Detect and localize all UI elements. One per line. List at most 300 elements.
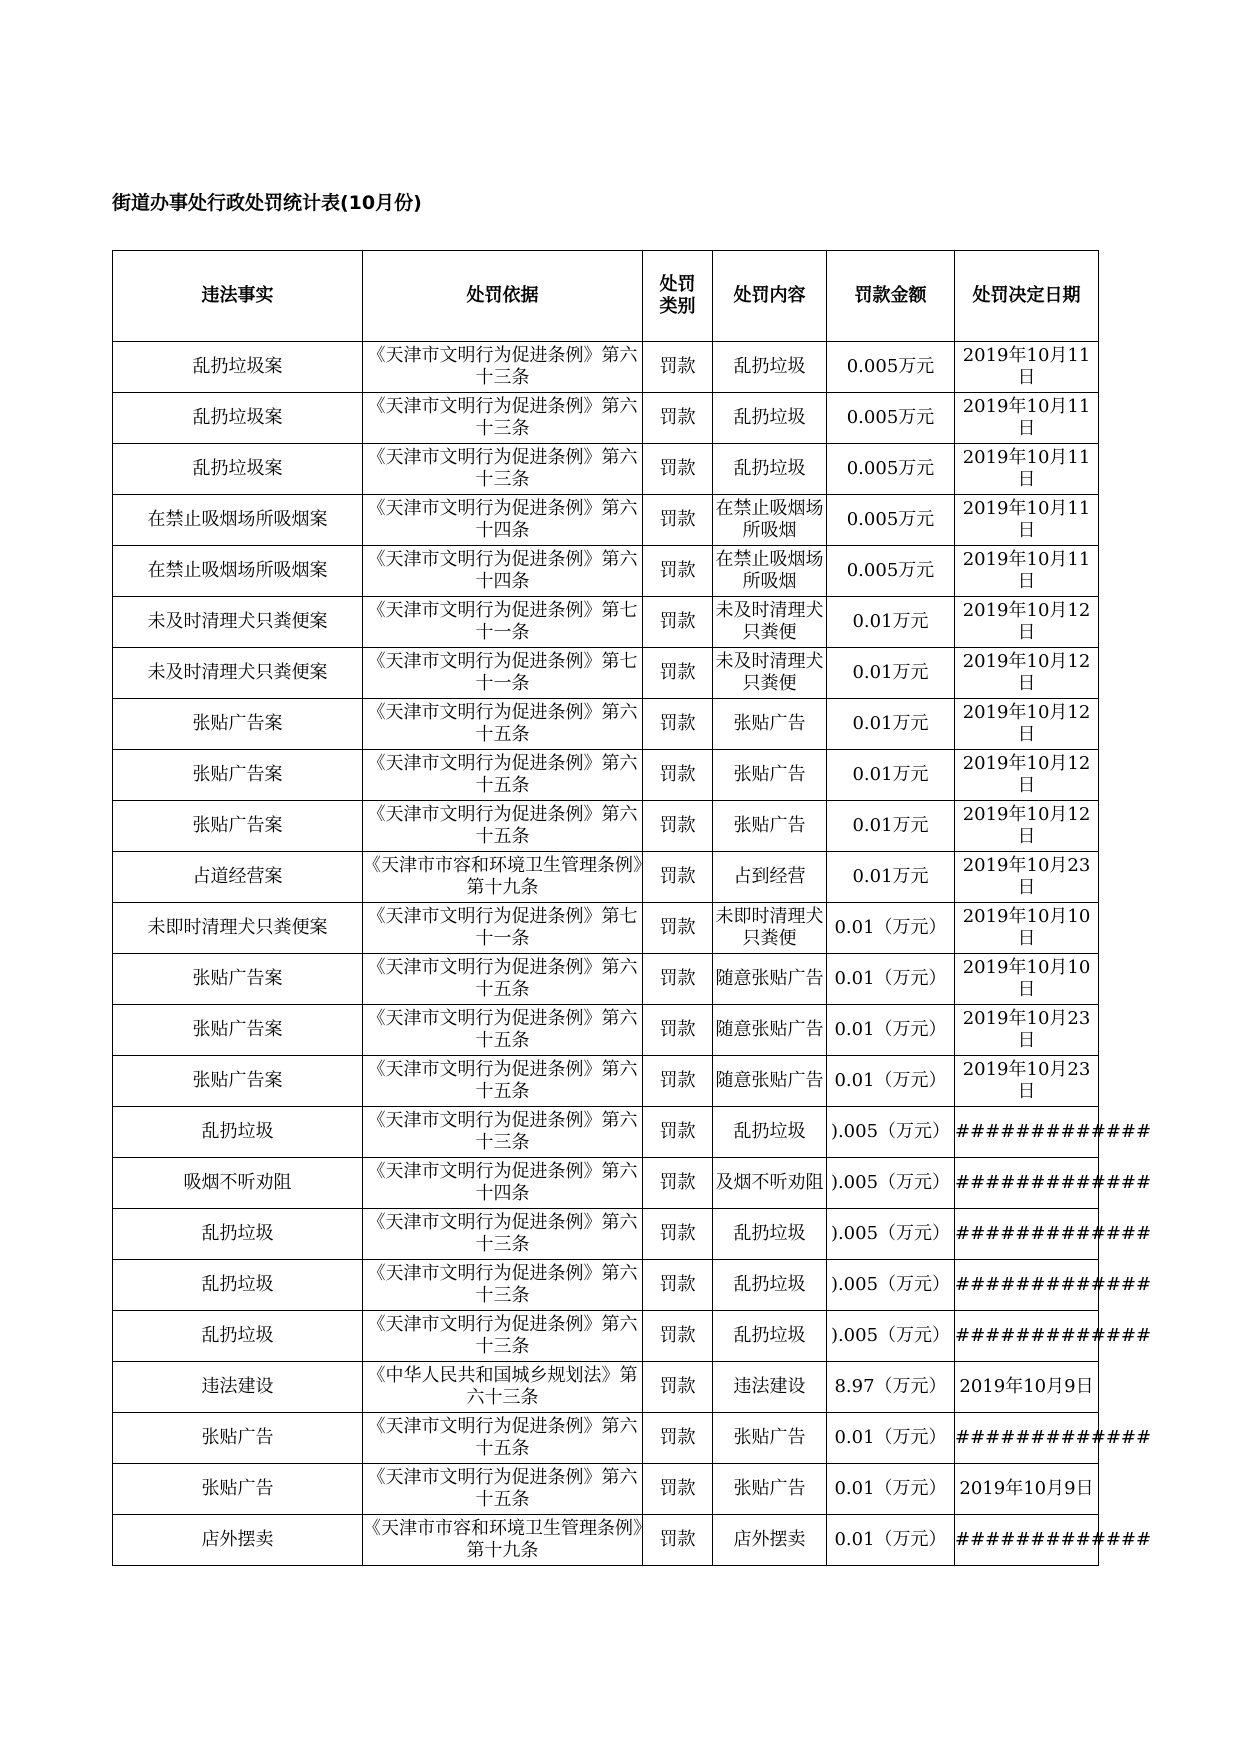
cell-penalty-type-text: 罚款	[659, 458, 696, 479]
cell-penalty-type	[643, 1056, 713, 1107]
cell-violation-fact	[113, 1464, 363, 1515]
table-row	[113, 903, 1099, 954]
cell-fine-amount-text: 0.01（万元）	[834, 1070, 947, 1091]
cell-penalty-basis	[363, 1515, 643, 1566]
cell-penalty-basis-text: 《天津市文明行为促进条例》第六十五条	[367, 1059, 638, 1102]
cell-penalty-content-text: 张贴广告	[733, 713, 806, 734]
cell-penalty-content	[713, 546, 827, 597]
cell-violation-fact	[113, 801, 363, 852]
cell-decision-date-text: 2019年10月11日	[962, 498, 1091, 541]
cell-penalty-basis	[363, 1107, 643, 1158]
cell-penalty-content-text: 乱扔垃圾	[733, 1274, 806, 1295]
cell-penalty-type	[643, 1515, 713, 1566]
cell-violation-fact	[113, 393, 363, 444]
cell-decision-date	[955, 648, 1099, 699]
cell-violation-fact	[113, 495, 363, 546]
cell-penalty-type	[643, 1464, 713, 1515]
cell-decision-date	[955, 495, 1099, 546]
cell-violation-fact-text: 张贴广告案	[192, 713, 283, 734]
cell-penalty-basis	[363, 444, 643, 495]
cell-penalty-content	[713, 750, 827, 801]
cell-penalty-basis-text: 《天津市文明行为促进条例》第六十三条	[367, 1314, 638, 1357]
cell-penalty-content	[713, 1260, 827, 1311]
cell-penalty-type-text: 罚款	[659, 1172, 696, 1193]
cell-penalty-basis	[363, 852, 643, 903]
cell-fine-amount	[827, 597, 955, 648]
cell-penalty-basis	[363, 954, 643, 1005]
cell-penalty-basis-text: 《天津市文明行为促进条例》第六十三条	[367, 1110, 638, 1153]
cell-penalty-content	[713, 1209, 827, 1260]
cell-penalty-type-text: 罚款	[659, 917, 696, 938]
cell-penalty-type	[643, 1209, 713, 1260]
cell-fine-amount	[827, 1056, 955, 1107]
cell-penalty-type	[643, 495, 713, 546]
cell-fine-amount	[827, 750, 955, 801]
cell-violation-fact	[113, 852, 363, 903]
cell-fine-amount	[827, 1107, 955, 1158]
cell-fine-amount-text: ).005（万元）	[830, 1274, 951, 1295]
cell-penalty-content-text: 乱扔垃圾	[733, 458, 806, 479]
cell-violation-fact-text: 乱扔垃圾	[201, 1274, 274, 1295]
cell-fine-amount-text: 8.97（万元）	[834, 1376, 947, 1397]
table-row	[113, 1158, 1099, 1209]
cell-penalty-content	[713, 699, 827, 750]
cell-penalty-content	[713, 648, 827, 699]
cell-decision-date	[955, 954, 1099, 1005]
cell-fine-amount-text: ).005（万元）	[830, 1223, 951, 1244]
cell-violation-fact	[113, 1311, 363, 1362]
cell-penalty-type	[643, 444, 713, 495]
cell-violation-fact-text: 占道经营案	[192, 866, 283, 887]
cell-fine-amount	[827, 1515, 955, 1566]
cell-penalty-content	[713, 1005, 827, 1056]
cell-penalty-type-text: 罚款	[659, 1427, 696, 1448]
cell-decision-date	[955, 1005, 1099, 1056]
table-row	[113, 597, 1099, 648]
cell-fine-amount	[827, 342, 955, 393]
cell-violation-fact	[113, 903, 363, 954]
table-row	[113, 954, 1099, 1005]
cell-penalty-content-text: 违法建设	[733, 1376, 806, 1397]
cell-penalty-basis-text: 《天津市文明行为促进条例》第六十五条	[367, 957, 638, 1000]
cell-penalty-type	[643, 1005, 713, 1056]
cell-violation-fact-text: 乱扔垃圾	[201, 1325, 274, 1346]
cell-penalty-content-text: 在禁止吸烟场所吸烟	[715, 549, 824, 592]
cell-fine-amount-text: ).005（万元）	[830, 1172, 951, 1193]
table-row	[113, 444, 1099, 495]
cell-fine-amount	[827, 648, 955, 699]
cell-penalty-type	[643, 648, 713, 699]
cell-penalty-type-text: 罚款	[659, 1325, 696, 1346]
cell-decision-date-text: 2019年10月12日	[962, 702, 1091, 745]
cell-penalty-basis	[363, 1260, 643, 1311]
cell-penalty-basis-text: 《天津市文明行为促进条例》第六十五条	[367, 804, 638, 847]
cell-penalty-content-text: 随意张贴广告	[715, 968, 824, 989]
cell-violation-fact-text: 乱扔垃圾	[201, 1223, 274, 1244]
cell-violation-fact-text: 张贴广告案	[192, 1019, 283, 1040]
cell-penalty-basis-text: 《天津市文明行为促进条例》第六十三条	[367, 1212, 638, 1255]
cell-penalty-type	[643, 393, 713, 444]
header-amount: 罚款金额	[827, 251, 955, 342]
cell-penalty-type	[643, 852, 713, 903]
cell-decision-date	[955, 903, 1099, 954]
cell-decision-date-text: 2019年10月11日	[962, 396, 1091, 439]
cell-penalty-type	[643, 1362, 713, 1413]
cell-penalty-content-text: 张贴广告	[733, 1427, 806, 1448]
cell-violation-fact	[113, 1158, 363, 1209]
cell-fine-amount	[827, 954, 955, 1005]
cell-penalty-content-text: 张贴广告	[733, 764, 806, 785]
cell-penalty-basis-text: 《中华人民共和国城乡规划法》第六十三条	[367, 1365, 638, 1408]
cell-penalty-type	[643, 1260, 713, 1311]
cell-penalty-content-text: 乱扔垃圾	[733, 1121, 806, 1142]
cell-penalty-basis-text: 《天津市文明行为促进条例》第七十一条	[367, 906, 638, 949]
table-row	[113, 801, 1099, 852]
cell-penalty-basis-text: 《天津市文明行为促进条例》第七十一条	[367, 600, 638, 643]
cell-fine-amount-text: 0.01万元	[852, 866, 929, 887]
cell-fine-amount-text: 0.01万元	[852, 611, 929, 632]
cell-violation-fact	[113, 1413, 363, 1464]
cell-decision-date-text: 2019年10月23日	[962, 1059, 1091, 1102]
cell-penalty-basis-text: 《天津市文明行为促进条例》第六十五条	[367, 702, 638, 745]
cell-penalty-type-text: 罚款	[659, 1121, 696, 1142]
cell-violation-fact-text: 乱扔垃圾案	[192, 356, 283, 377]
cell-decision-date	[955, 1362, 1099, 1413]
cell-penalty-basis-text: 《天津市文明行为促进条例》第六十三条	[367, 396, 638, 439]
cell-fine-amount	[827, 393, 955, 444]
header-fact: 违法事实	[113, 251, 363, 342]
cell-penalty-content	[713, 954, 827, 1005]
cell-decision-date-text: #############	[955, 1223, 1152, 1244]
cell-penalty-content-text: 店外摆卖	[733, 1529, 806, 1550]
cell-penalty-basis	[363, 597, 643, 648]
cell-penalty-type-text: 罚款	[659, 560, 696, 581]
cell-penalty-content	[713, 1158, 827, 1209]
cell-violation-fact-text: 张贴广告案	[192, 1070, 283, 1091]
cell-violation-fact	[113, 546, 363, 597]
cell-violation-fact-text: 违法建设	[201, 1376, 274, 1397]
cell-penalty-type	[643, 801, 713, 852]
cell-fine-amount-text: 0.005万元	[846, 407, 935, 428]
cell-penalty-content-text: 随意张贴广告	[715, 1070, 824, 1091]
cell-penalty-type	[643, 342, 713, 393]
cell-penalty-type-text: 罚款	[659, 968, 696, 989]
cell-decision-date-text: 2019年10月11日	[962, 345, 1091, 388]
cell-violation-fact-text: 张贴广告案	[192, 968, 283, 989]
cell-penalty-type-text: 罚款	[659, 1223, 696, 1244]
cell-decision-date	[955, 1209, 1152, 1260]
cell-penalty-basis	[363, 1413, 643, 1464]
cell-decision-date-text: 2019年10月10日	[962, 957, 1091, 1000]
cell-penalty-content	[713, 903, 827, 954]
cell-decision-date-text: 2019年10月12日	[962, 804, 1091, 847]
cell-penalty-content	[713, 1311, 827, 1362]
cell-penalty-basis	[363, 342, 643, 393]
table-row	[113, 1362, 1099, 1413]
cell-decision-date-text: 2019年10月9日	[959, 1376, 1094, 1397]
cell-penalty-content	[713, 1413, 827, 1464]
cell-violation-fact	[113, 1260, 363, 1311]
cell-fine-amount-text: 0.005万元	[846, 509, 935, 530]
cell-decision-date-text: 2019年10月9日	[959, 1478, 1094, 1499]
cell-penalty-basis-text: 《天津市市容和环境卫生管理条例》第十九条	[363, 1518, 642, 1561]
cell-fine-amount	[827, 1464, 955, 1515]
cell-decision-date-text: #############	[955, 1172, 1152, 1193]
cell-violation-fact-text: 在禁止吸烟场所吸烟案	[147, 509, 328, 530]
cell-decision-date	[955, 1515, 1152, 1566]
table-row	[113, 1515, 1099, 1566]
page-title: 街道办事处行政处罚统计表(10月份)	[112, 192, 422, 214]
cell-decision-date-text: #############	[955, 1529, 1152, 1550]
cell-fine-amount	[827, 852, 955, 903]
cell-violation-fact	[113, 954, 363, 1005]
cell-penalty-basis-text: 《天津市文明行为促进条例》第六十五条	[367, 753, 638, 796]
cell-decision-date-text: 2019年10月23日	[962, 855, 1091, 898]
cell-decision-date-text: 2019年10月12日	[962, 600, 1091, 643]
cell-penalty-content-text: 乱扔垃圾	[733, 1223, 806, 1244]
cell-decision-date-text: #############	[955, 1274, 1152, 1295]
cell-penalty-content	[713, 1056, 827, 1107]
table-row	[113, 1464, 1099, 1515]
cell-penalty-content-text: 在禁止吸烟场所吸烟	[715, 498, 824, 541]
cell-penalty-type-text: 罚款	[659, 866, 696, 887]
header-basis: 处罚依据	[363, 251, 643, 342]
header-date: 处罚决定日期	[955, 251, 1099, 342]
cell-penalty-type-text: 罚款	[659, 611, 696, 632]
cell-violation-fact	[113, 1005, 363, 1056]
cell-penalty-content-text: 未及时清理犬只粪便	[715, 651, 824, 694]
cell-penalty-content-text: 随意张贴广告	[715, 1019, 824, 1040]
cell-violation-fact	[113, 1515, 363, 1566]
cell-penalty-content-text: 乱扔垃圾	[733, 1325, 806, 1346]
cell-decision-date-text: #############	[955, 1121, 1152, 1142]
cell-penalty-basis-text: 《天津市市容和环境卫生管理条例》第十九条	[363, 855, 642, 898]
table-row	[113, 495, 1099, 546]
cell-decision-date	[955, 1413, 1152, 1464]
cell-decision-date-text: 2019年10月12日	[962, 753, 1091, 796]
cell-penalty-type	[643, 750, 713, 801]
table-row	[113, 1260, 1099, 1311]
cell-violation-fact-text: 张贴广告案	[192, 764, 283, 785]
cell-decision-date-text: #############	[955, 1325, 1152, 1346]
cell-penalty-content	[713, 444, 827, 495]
cell-penalty-basis-text: 《天津市文明行为促进条例》第六十五条	[367, 1467, 638, 1510]
cell-penalty-content-text: 占到经营	[733, 866, 806, 887]
cell-penalty-type-text: 罚款	[659, 1478, 696, 1499]
cell-penalty-content	[713, 1515, 827, 1566]
table-row	[113, 1413, 1099, 1464]
cell-penalty-content-text: 乱扔垃圾	[733, 407, 806, 428]
cell-penalty-basis	[363, 648, 643, 699]
cell-penalty-type-text: 罚款	[659, 713, 696, 734]
cell-penalty-type	[643, 903, 713, 954]
cell-violation-fact-text: 吸烟不听劝阻	[183, 1172, 292, 1193]
cell-penalty-type	[643, 546, 713, 597]
cell-violation-fact	[113, 699, 363, 750]
table-row	[113, 699, 1099, 750]
cell-penalty-content	[713, 495, 827, 546]
table-row	[113, 852, 1099, 903]
cell-penalty-basis-text: 《天津市文明行为促进条例》第六十三条	[367, 447, 638, 490]
cell-fine-amount-text: 0.01（万元）	[834, 917, 947, 938]
cell-penalty-content	[713, 1362, 827, 1413]
cell-fine-amount-text: 0.01（万元）	[834, 1529, 947, 1550]
cell-penalty-content	[713, 1464, 827, 1515]
cell-penalty-basis	[363, 546, 643, 597]
cell-penalty-type	[643, 597, 713, 648]
cell-penalty-type-text: 罚款	[659, 1529, 696, 1550]
cell-penalty-basis-text: 《天津市文明行为促进条例》第六十四条	[367, 498, 638, 541]
cell-decision-date-text: 2019年10月23日	[962, 1008, 1091, 1051]
cell-penalty-basis	[363, 1056, 643, 1107]
cell-penalty-content-text: 张贴广告	[733, 1478, 806, 1499]
cell-decision-date	[955, 699, 1099, 750]
table-row	[113, 546, 1099, 597]
cell-violation-fact	[113, 444, 363, 495]
cell-violation-fact-text: 未及时清理犬只粪便案	[147, 611, 328, 632]
cell-penalty-type	[643, 1158, 713, 1209]
header-type: 处罚类别	[643, 251, 713, 342]
table-row	[113, 1107, 1099, 1158]
penalty-table	[112, 250, 1152, 1566]
cell-penalty-content	[713, 342, 827, 393]
cell-decision-date	[955, 1311, 1152, 1362]
cell-decision-date	[955, 597, 1099, 648]
cell-penalty-type-text: 罚款	[659, 1274, 696, 1295]
cell-decision-date	[955, 342, 1099, 393]
cell-decision-date	[955, 444, 1099, 495]
cell-penalty-content-text: 未即时清理犬只粪便	[715, 906, 824, 949]
cell-penalty-basis	[363, 1311, 643, 1362]
cell-penalty-content-text: 未及时清理犬只粪便	[715, 600, 824, 643]
cell-penalty-content	[713, 1107, 827, 1158]
header-row	[113, 251, 1099, 342]
cell-penalty-content	[713, 393, 827, 444]
cell-fine-amount	[827, 1260, 955, 1311]
cell-violation-fact-text: 张贴广告	[201, 1478, 274, 1499]
cell-fine-amount	[827, 1362, 955, 1413]
cell-penalty-basis	[363, 1464, 643, 1515]
cell-penalty-basis-text: 《天津市文明行为促进条例》第六十四条	[367, 549, 638, 592]
cell-penalty-type-text: 罚款	[659, 1070, 696, 1091]
cell-violation-fact	[113, 648, 363, 699]
cell-fine-amount	[827, 546, 955, 597]
cell-decision-date	[955, 750, 1099, 801]
table-row	[113, 393, 1099, 444]
cell-penalty-basis	[363, 1158, 643, 1209]
cell-penalty-basis	[363, 699, 643, 750]
cell-penalty-basis-text: 《天津市文明行为促进条例》第六十五条	[367, 1416, 638, 1459]
cell-decision-date	[955, 1260, 1152, 1311]
cell-violation-fact	[113, 1362, 363, 1413]
cell-decision-date	[955, 1158, 1152, 1209]
cell-decision-date	[955, 546, 1099, 597]
cell-penalty-type-text: 罚款	[659, 509, 696, 530]
cell-decision-date	[955, 801, 1099, 852]
cell-fine-amount-text: 0.01（万元）	[834, 1427, 947, 1448]
cell-violation-fact-text: 张贴广告案	[192, 815, 283, 836]
cell-decision-date	[955, 1107, 1152, 1158]
cell-penalty-content-text: 及烟不听劝阻	[715, 1172, 824, 1193]
cell-violation-fact	[113, 1107, 363, 1158]
table-row	[113, 1056, 1099, 1107]
cell-violation-fact-text: 乱扔垃圾案	[192, 407, 283, 428]
cell-penalty-basis	[363, 1209, 643, 1260]
cell-fine-amount	[827, 1311, 955, 1362]
cell-violation-fact-text: 乱扔垃圾案	[192, 458, 283, 479]
cell-penalty-basis	[363, 903, 643, 954]
cell-violation-fact	[113, 1056, 363, 1107]
cell-penalty-type	[643, 954, 713, 1005]
table-row	[113, 750, 1099, 801]
cell-fine-amount-text: 0.005万元	[846, 458, 935, 479]
cell-penalty-content	[713, 801, 827, 852]
cell-penalty-basis	[363, 750, 643, 801]
cell-penalty-basis	[363, 801, 643, 852]
cell-decision-date	[955, 1464, 1099, 1515]
cell-fine-amount	[827, 801, 955, 852]
cell-penalty-content	[713, 597, 827, 648]
cell-penalty-basis-text: 《天津市文明行为促进条例》第六十三条	[367, 345, 638, 388]
cell-penalty-type-text: 罚款	[659, 356, 696, 377]
cell-fine-amount-text: 0.01万元	[852, 764, 929, 785]
cell-fine-amount	[827, 1005, 955, 1056]
table-row	[113, 1005, 1099, 1056]
cell-violation-fact	[113, 1209, 363, 1260]
cell-fine-amount	[827, 699, 955, 750]
cell-violation-fact	[113, 750, 363, 801]
cell-fine-amount-text: 0.005万元	[846, 356, 935, 377]
cell-violation-fact-text: 乱扔垃圾	[201, 1121, 274, 1142]
cell-decision-date-text: 2019年10月11日	[962, 549, 1091, 592]
cell-decision-date	[955, 1056, 1099, 1107]
cell-penalty-basis-text: 《天津市文明行为促进条例》第六十五条	[367, 1008, 638, 1051]
cell-decision-date	[955, 852, 1099, 903]
cell-penalty-basis-text: 《天津市文明行为促进条例》第六十四条	[367, 1161, 638, 1204]
cell-penalty-type-text: 罚款	[659, 407, 696, 428]
cell-fine-amount-text: 0.01万元	[852, 662, 929, 683]
cell-penalty-type-text: 罚款	[659, 764, 696, 785]
cell-fine-amount	[827, 495, 955, 546]
cell-penalty-type	[643, 1413, 713, 1464]
cell-penalty-content	[713, 852, 827, 903]
cell-fine-amount	[827, 1209, 955, 1260]
cell-fine-amount	[827, 1413, 955, 1464]
cell-violation-fact-text: 未及时清理犬只粪便案	[147, 662, 328, 683]
cell-decision-date-text: #############	[955, 1427, 1152, 1448]
table-row	[113, 342, 1099, 393]
cell-penalty-content-text: 张贴广告	[733, 815, 806, 836]
cell-fine-amount	[827, 444, 955, 495]
cell-violation-fact-text: 在禁止吸烟场所吸烟案	[147, 560, 328, 581]
cell-fine-amount-text: 0.01（万元）	[834, 968, 947, 989]
cell-penalty-type-text: 罚款	[659, 1376, 696, 1397]
cell-violation-fact-text: 未即时清理犬只粪便案	[147, 917, 328, 938]
cell-penalty-type-text: 罚款	[659, 1019, 696, 1040]
cell-penalty-content-text: 乱扔垃圾	[733, 356, 806, 377]
cell-decision-date-text: 2019年10月12日	[962, 651, 1091, 694]
cell-fine-amount-text: 0.01（万元）	[834, 1019, 947, 1040]
cell-fine-amount	[827, 903, 955, 954]
cell-fine-amount-text: ).005（万元）	[830, 1121, 951, 1142]
cell-fine-amount-text: 0.005万元	[846, 560, 935, 581]
header-content: 处罚内容	[713, 251, 827, 342]
cell-fine-amount-text: ).005（万元）	[830, 1325, 951, 1346]
cell-penalty-basis	[363, 495, 643, 546]
table-row	[113, 648, 1099, 699]
cell-violation-fact	[113, 597, 363, 648]
cell-violation-fact-text: 张贴广告	[201, 1427, 274, 1448]
